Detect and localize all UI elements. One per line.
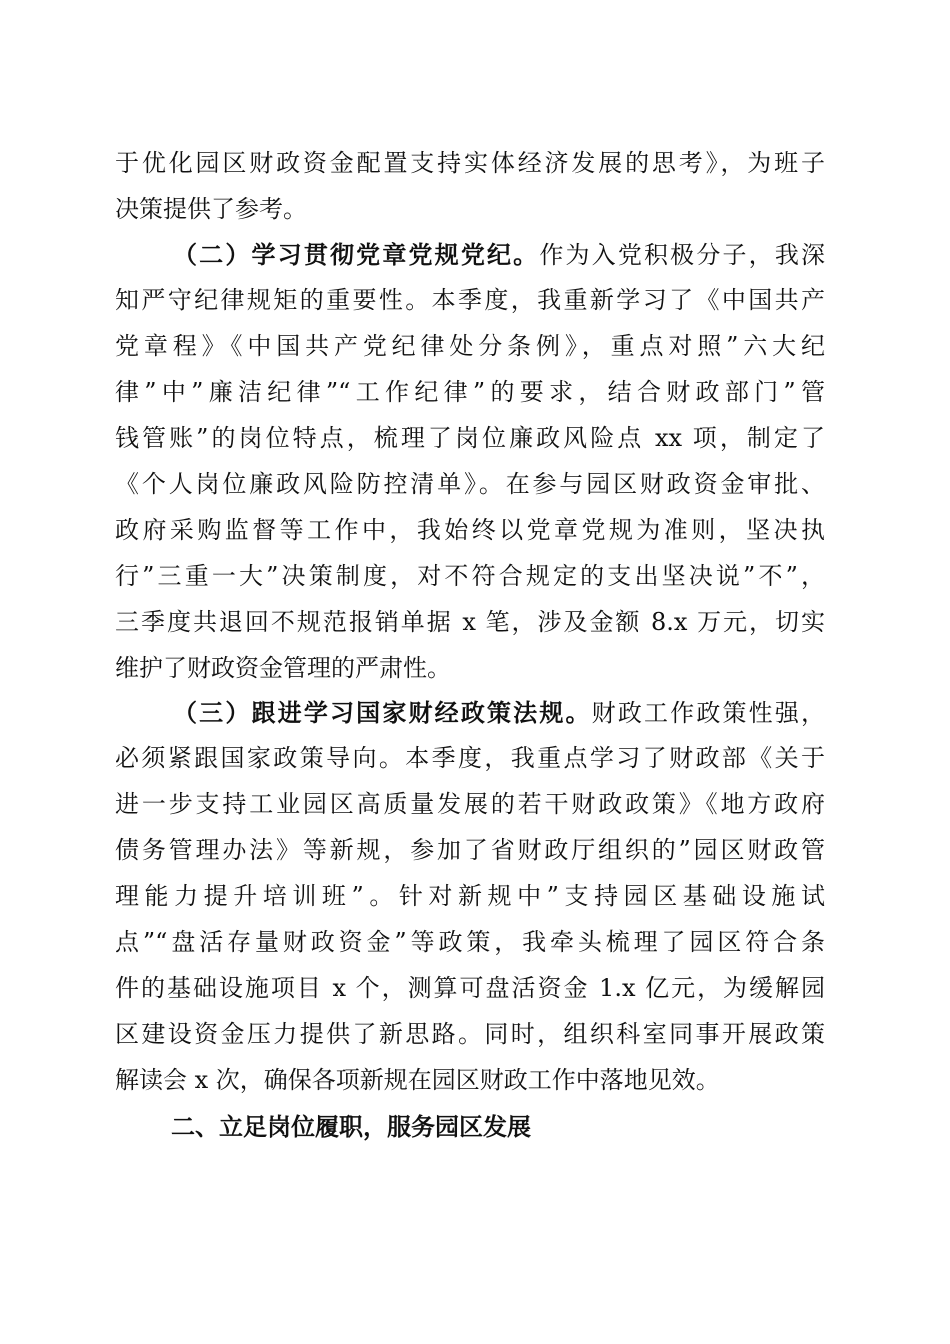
text-line: 知严守纪律规矩的重要性。本季度，我重新学习了《中国共产 [115,286,825,314]
text-line: 钱管账”的岗位特点，梳理了岗位廉政风险点 xx 项，制定了 [115,424,825,452]
text-line: 行”三重一大”决策制度，对不符合规定的支出坚决说”不”， [115,562,825,590]
text-line: 进一步支持工业园区高质量发展的若干财政政策》《地方政府 [115,790,825,818]
text-line: 于优化园区财政资金配置支持实体经济发展的思考》，为班子 [115,149,825,177]
text-line: 点”“盘活存量财政资金”等政策，我牵头梳理了园区符合条 [115,928,825,956]
text-line: 党章程》《中国共产党纪律处分条例》，重点对照”六大纪 [115,332,825,360]
text-line: 必须紧跟国家政策导向。本季度，我重点学习了财政部《关于 [115,744,825,772]
text-line: 维护了财政资金管理的严肃性。 [115,654,451,682]
paragraph-first-line [173,698,825,728]
paragraph-heading: （三）跟进学习国家财经政策法规。 [173,699,592,727]
text-line: 债务管理办法》等新规，参加了省财政厅组织的”园区财政管 [115,836,825,864]
section-heading: 二、立足岗位履职，服务园区发展 [171,1113,531,1141]
text-line: 《个人岗位廉政风险防控清单》。在参与园区财政资金审批、 [115,470,825,498]
paragraph-first-line [173,240,825,270]
text-line: 解读会 x 次，确保各项新规在园区财政工作中落地见效。 [115,1066,720,1094]
text-line: 理能力提升培训班”。针对新规中”支持园区基础设施试 [115,882,825,910]
text-line: 件的基础设施项目 x 个，测算可盘活资金 1.x 亿元，为缓解园 [115,974,825,1002]
text-line: 区建设资金压力提供了新思路。同时，组织科室同事开展政策 [115,1020,825,1048]
text-line: 律”中”廉洁纪律”“工作纪律”的要求，结合财政部门”管 [115,378,825,406]
text-line: 三季度共退回不规范报销单据 x 笔，涉及金额 8.x 万元，切实 [115,608,825,636]
text-line: 政府采购监督等工作中，我始终以党章党规为准则，坚决执 [115,516,825,544]
paragraph-first-line-rest: 财政工作政策性强， [591,699,826,727]
paragraph-heading: （二）学习贯彻党章党规党纪。 [173,241,540,269]
paragraph-first-line-rest: 作为入党积极分子，我深 [539,241,826,269]
text-line: 决策提供了参考。 [115,195,307,223]
